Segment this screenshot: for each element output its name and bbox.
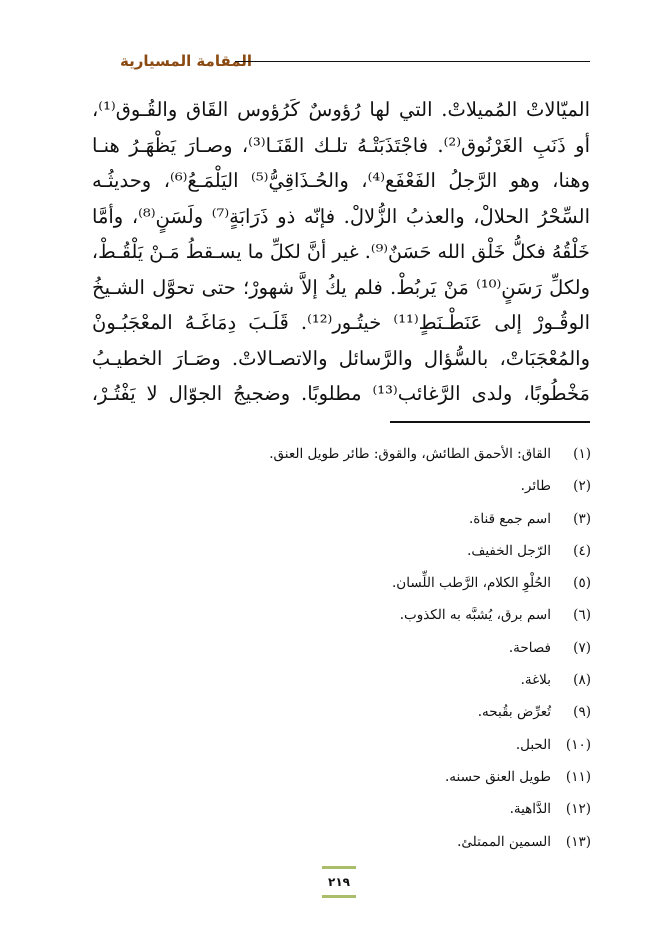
page-number-text: ٢١٩: [328, 875, 350, 889]
body-line: خَلْقُهُ فكلُّ خَلْق الله حَسَنٌ⁽⁹⁾. غير أنَّ لكلِّ ما يسـقطُ مَـنْ يَلْقُـطْ،: [92, 240, 590, 263]
footnote-text: اسم جمع قناة.: [469, 510, 551, 527]
running-header: [120, 50, 590, 74]
footnote-item: [171, 535, 591, 567]
footnote-text: السمين الممتلئ.: [457, 833, 551, 850]
footnote-item: [171, 826, 591, 858]
footnote-item: [171, 664, 591, 696]
footnote-text: تُعرِّض بقُبحه.: [477, 704, 551, 721]
body-line: الوقُـورْ إلى عَنَطْـنَطٍ⁽¹¹⁾ خيتُـور⁽¹²⁾. قَلَـبَ دِمَاغَـهُ المعْجَبُـونْ: [92, 311, 590, 334]
footnote-number: (١١): [565, 768, 591, 785]
footnote-number: (٣): [573, 510, 591, 527]
footnote-item: [171, 793, 591, 825]
footnote-item: [171, 761, 591, 793]
footnote-item: [171, 729, 591, 761]
footnote-number: (٩): [573, 704, 591, 721]
body-line: والمُعْجَبَاتْ، بالسُّؤال والرَّسائل والاتصـالاتْ. وصَـارَ الخطيـبُ: [92, 346, 590, 370]
body-line: الميّالاتْ المُميلاتْ. التي لها رُؤوسٌ كَرُؤوس القَاق والقُـوق⁽¹⁾،: [92, 98, 590, 121]
footnote-item: [171, 632, 591, 664]
footnote-text: القاق: الأحمق الطائش، والقوق: طائر طويل العنق.: [269, 446, 551, 462]
footnote-item: [171, 503, 591, 535]
footnote-number: (٨): [573, 672, 591, 689]
footnote-item: [171, 696, 591, 728]
footnote-number: (٧): [573, 639, 591, 656]
footnote-number: (٥): [573, 575, 591, 592]
footnote-number: (١٢): [565, 801, 591, 818]
footnote-text: طويل العنق حسنه.: [445, 768, 551, 785]
footnote-number: (٤): [573, 542, 591, 559]
footnote-text: فصاحة.: [508, 639, 551, 656]
footnote-separator: [390, 421, 590, 423]
footnote-item: [171, 470, 591, 502]
footnote-text: طائر.: [520, 478, 551, 495]
footnote-number: (١٣): [565, 833, 591, 850]
running-header-title: المقامة المسيارية: [120, 52, 253, 70]
body-line: وهنا، وهو الرَّجلُ الفَعْفَع⁽⁴⁾، والحُـذَاقِيُّ⁽⁵⁾ اليَلْمَـعُ⁽⁶⁾، وحديثُـه: [92, 169, 590, 192]
footnote-text: الدَّاهية.: [509, 801, 551, 818]
footnote-text: الحبل.: [515, 736, 551, 753]
body-text: [92, 92, 590, 412]
body-line: ولكلِّ رَسَنٍ⁽¹⁰⁾ مَنْ يَربُطْ. فلم يكُ إلاَّ شهورْ؛ حتى تحوَّل الشـيخُ: [92, 275, 590, 299]
body-line: مَخْطُوبًا، ولدى الرَّغائب⁽¹³⁾ مطلوبًا. وضجيجُ الجوّال لا يَفْتُـرْ،: [92, 382, 590, 405]
footnote-item: [171, 438, 591, 470]
footnotes: [171, 438, 591, 858]
footnote-number: (١): [573, 446, 591, 462]
page-number-bottom-bar: [322, 895, 356, 898]
body-line: أو ذَنَبِ الغَرْنُوق⁽²⁾. فاجْتَذَبَتْـهُ تلـك القَنَـا⁽³⁾، وصـارَ يَظْهَـرُ هنـا: [92, 133, 590, 157]
footnote-number: (١٠): [565, 736, 591, 753]
footnote-text: الرّجل الخفيف.: [467, 542, 551, 559]
footnote-item: [171, 599, 591, 631]
header-rule: [235, 61, 590, 62]
footnote-text: الحُلْوِ الكلام، الرَّطب اللِّسان.: [392, 575, 551, 592]
page-number: [322, 866, 356, 898]
footnote-text: اسم برق، يُشبَّه به الكذوب.: [399, 607, 551, 624]
body-line: السِّحْرُ الحلالْ، والعذبُ الزُّلالْ. فإنّه ذو ذَرَابَةٍ⁽⁷⁾ ولَسَنٍ⁽⁸⁾، وأمَّا: [92, 204, 590, 228]
footnote-text: بلاغة.: [520, 672, 551, 689]
footnote-item: [171, 567, 591, 599]
footnote-number: (٦): [573, 607, 591, 624]
footnote-number: (٢): [573, 478, 591, 495]
